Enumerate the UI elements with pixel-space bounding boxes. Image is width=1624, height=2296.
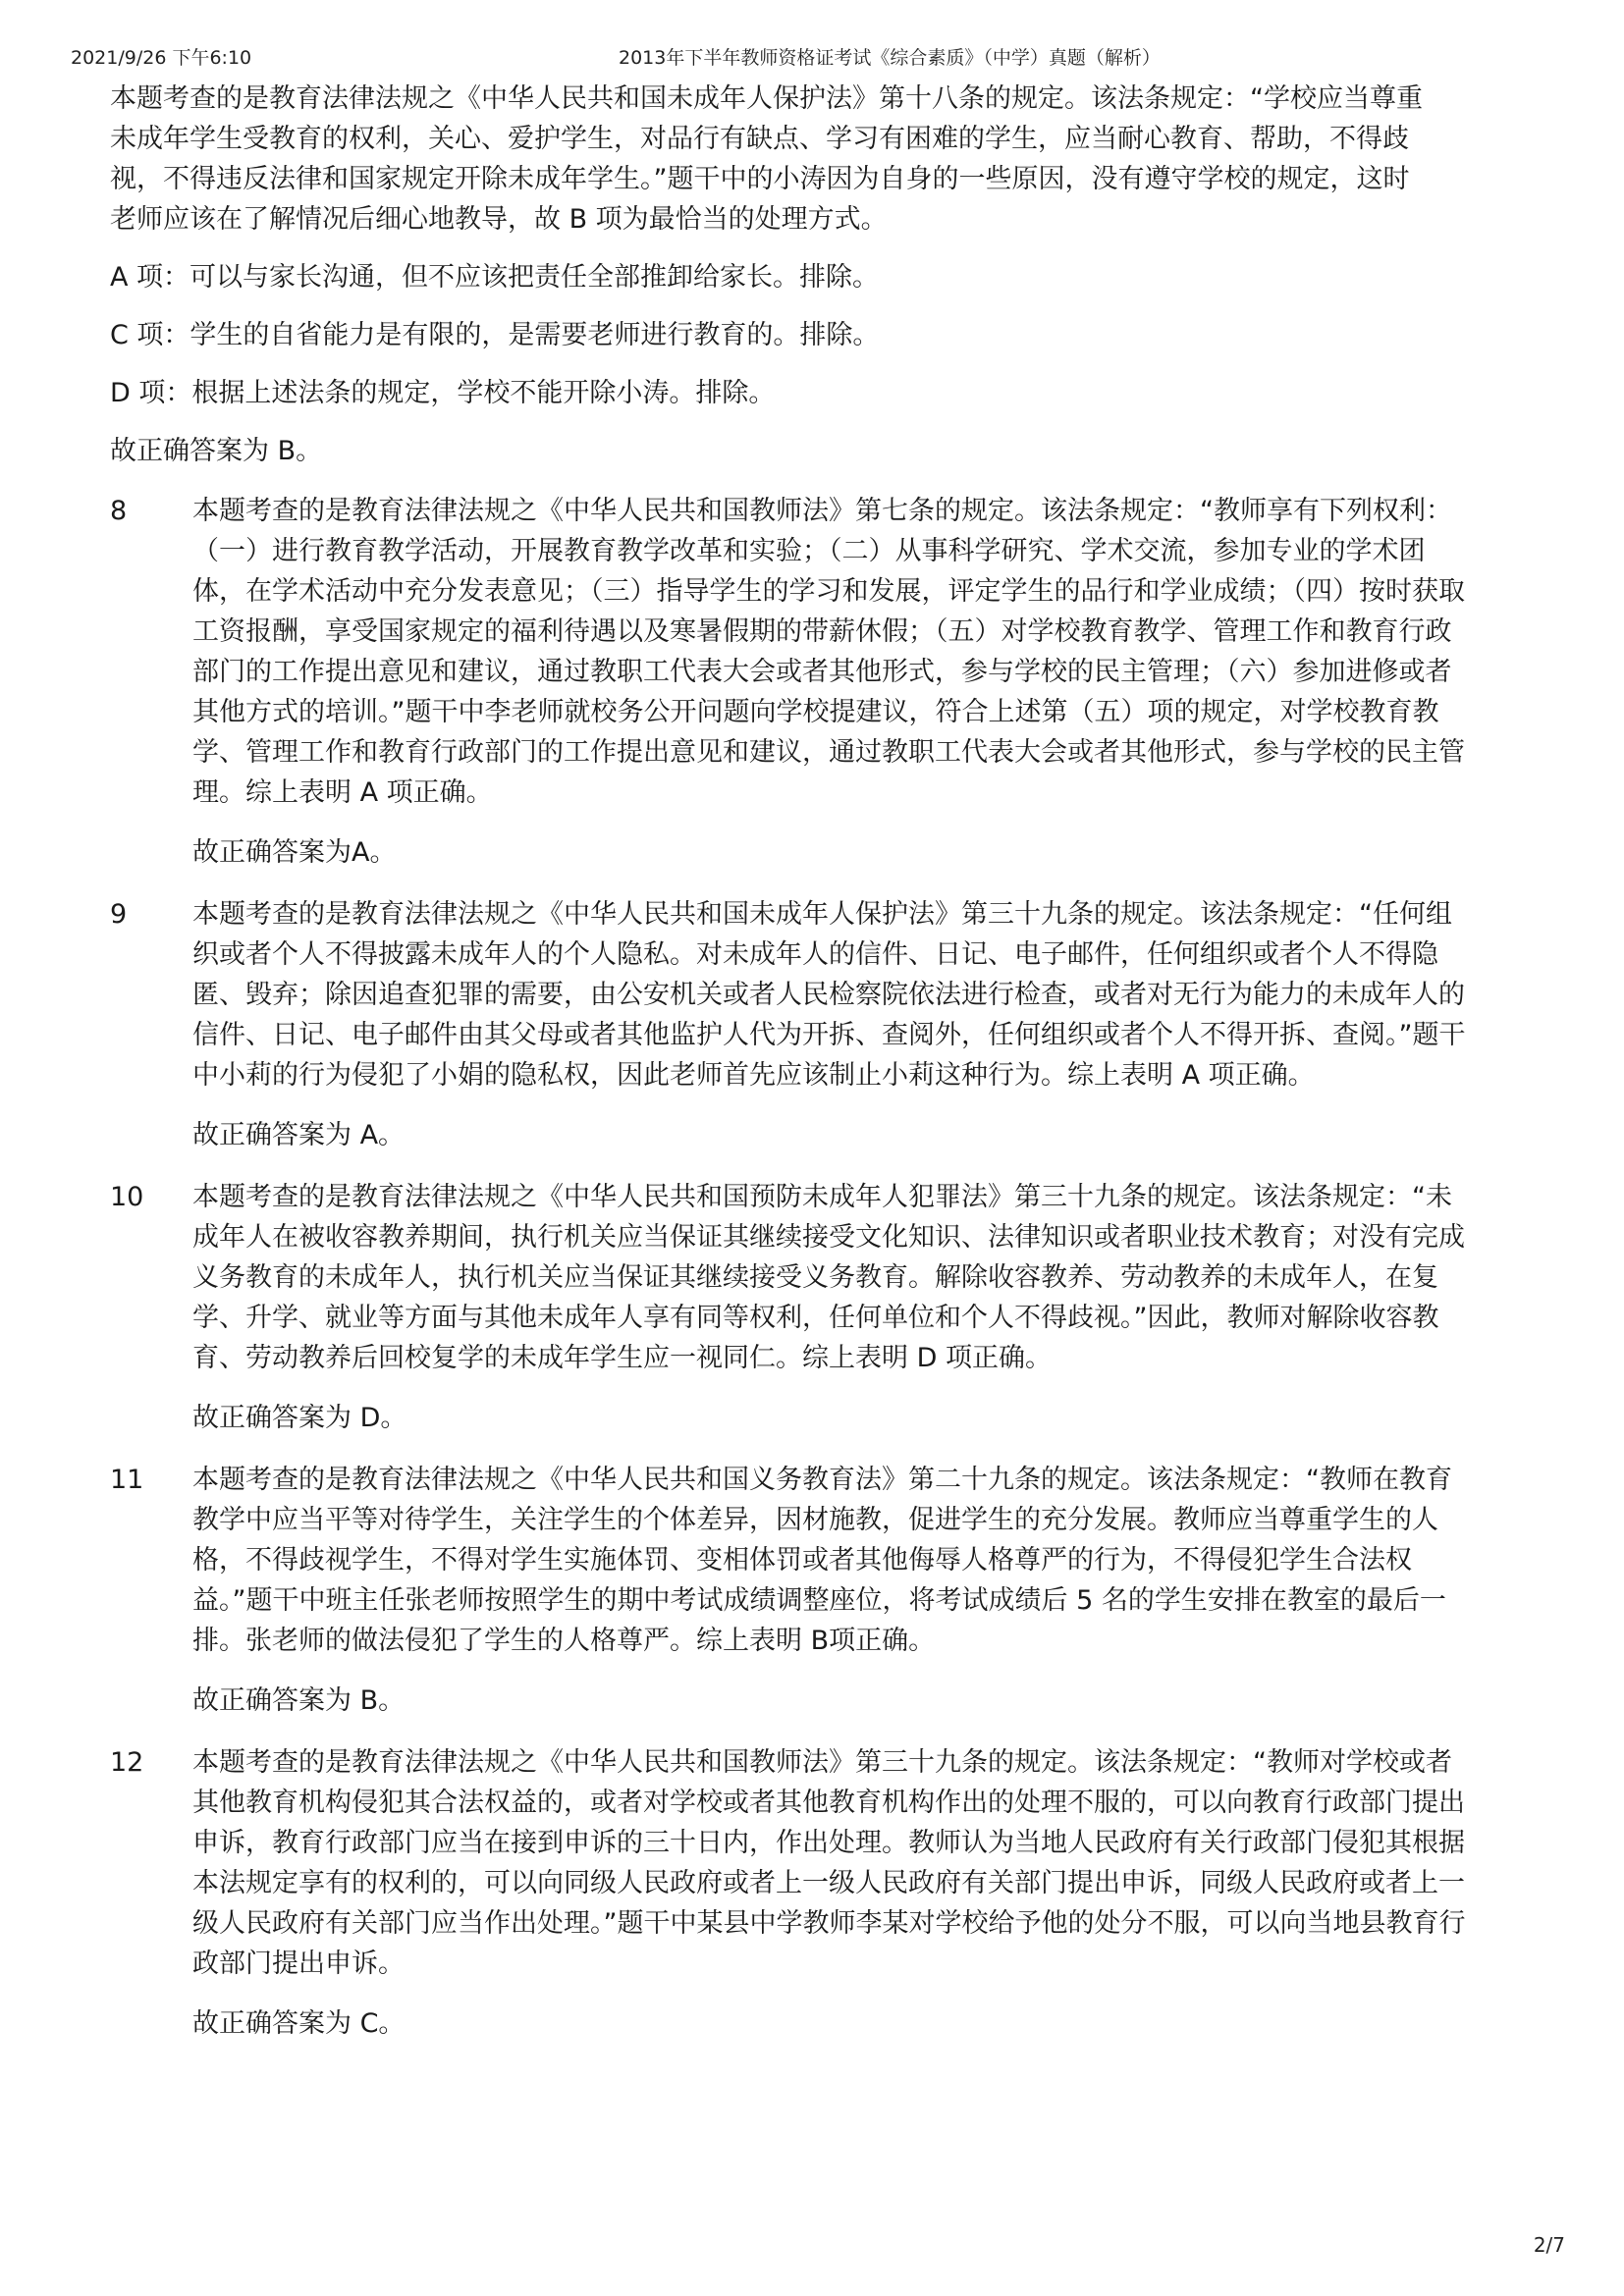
- question-explanation: 本题考查的是教育法律法规之《中华人民共和国义务教育法》第二十九条的规定。该法条规定：“教师在教育教学中应当平等对待学生，关注学生的个体差异，因材施教，促进学生的充分发展。教师应当尊重学生的人格，不得歧视学生，不得对学生实施体罚、变相体罚或者其他侮辱人格尊严的行为，不得侵犯学生合法权益。”题干中班主任张老师按照学生的期中考试成绩调整座位，将考试成绩后 5 名的学生安排在教室的最后一排。张老师的做法侵犯了学生的人格尊严。综上表明 B项正确。: [192, 1465, 1452, 1656]
- question-explanation: 本题考查的是教育法律法规之《中华人民共和国预防未成年人犯罪法》第三十九条的规定。该法条规定：“未成年人在被收容教养期间，执行机关应当保证其继续接受文化知识、法律知识或者职业技术教育；对没有完成义务教育的未成年人，执行机关应当保证其继续接受义务教育。解除收容教养、劳动教养的未成年人，在复学、升学、就业等方面与其他未成年人享有同等权利，任何单位和个人不得歧视。”因此，教师对解除收容教育、劳动教养后回校复学的未成年学生应一视同仁。综上表明 D 项正确。: [192, 1182, 1465, 1373]
- question-number: 9: [110, 899, 128, 930]
- question-number: 12: [110, 1747, 144, 1778]
- question-item-9: [110, 894, 1524, 1155]
- option-d-note: D 项：根据上述法条的规定，学校不能开除小涛。排除。: [110, 378, 776, 408]
- intro-paragraph: 本题考查的是教育法律法规之《中华人民共和国未成年人保护法》第十八条的规定。该法条规定：“学校应当尊重未成年学生受教育的权利，关心、爱护学生，对品行有缺点、学习有困难的学生，应当耐心教育、帮助，不得歧视，不得违反法律和国家规定开除未成年学生。”题干中的小涛因为自身的一些原因，没有遵守学校的规定，这时老师应该在了解情况后细心地教导，故 B 项为最恰当的处理方式。: [110, 83, 1423, 235]
- question-explanation: 本题考查的是教育法律法规之《中华人民共和国未成年人保护法》第三十九条的规定。该法条规定：“任何组织或者个人不得披露未成年人的个人隐私。对未成年人的信件、日记、电子邮件，任何组织或者个人不得隐匿、毁弃；除因追查犯罪的需要，由公安机关或者人民检察院依法进行检查，或者对无行为能力的未成年人的信件、日记、电子邮件由其父母或者其他监护人代为开拆、查阅外，任何组织或者个人不得开拆、查阅。”题干中小莉的行为侵犯了小娟的隐私权，因此老师首先应该制止小莉这种行为。综上表明 A 项正确。: [192, 899, 1466, 1091]
- intro-section: [110, 79, 1524, 471]
- question-answer: 故正确答案为A。: [192, 837, 397, 868]
- intro-answer: 故正确答案为 B。: [110, 436, 323, 466]
- page-number: 2/7: [1533, 2233, 1565, 2257]
- document-body: [110, 79, 1524, 2065]
- question-number: 8: [110, 496, 128, 526]
- question-answer: 故正确答案为 C。: [192, 2008, 406, 2039]
- option-a-note: A 项：可以与家长沟通，但不应该把责任全部推卸给家长。排除。: [110, 262, 880, 293]
- question-item-12: [110, 1742, 1524, 2044]
- question-number: 11: [110, 1465, 144, 1495]
- page-header: [0, 43, 1624, 73]
- question-answer: 故正确答案为 D。: [192, 1403, 407, 1433]
- question-answer: 故正确答案为 A。: [192, 1120, 406, 1150]
- question-item-8: [110, 491, 1524, 873]
- print-timestamp: 2021/9/26 下午6:10: [71, 47, 252, 69]
- question-item-11: [110, 1460, 1524, 1721]
- question-explanation: 本题考查的是教育法律法规之《中华人民共和国教师法》第七条的规定。该法条规定：“教师享有下列权利：（一）进行教育教学活动，开展教育教学改革和实验；（二）从事科学研究、学术交流，参加专业的学术团体，在学术活动中充分发表意见；（三）指导学生的学习和发展，评定学生的品行和学业成绩；（四）按时获取工资报酬，享受国家规定的福利待遇以及寒暑假期的带薪休假；（五）对学校教育教学、管理工作和教育行政部门的工作提出意见和建议，通过教职工代表大会或者其他形式，参与学校的民主管理；（六）参加进修或者其他方式的培训。”题干中李老师就校务公开问题向学校提建议，符合上述第（五）项的规定，对学校教育教学、管理工作和教育行政部门的工作提出意见和建议，通过教职工代表大会或者其他形式，参与学校的民主管理。综上表明 A 项正确。: [192, 496, 1465, 808]
- option-c-note: C 项：学生的自省能力是有限的，是需要老师进行教育的。排除。: [110, 320, 880, 350]
- question-answer: 故正确答案为 B。: [192, 1685, 406, 1716]
- question-explanation: 本题考查的是教育法律法规之《中华人民共和国教师法》第三十九条的规定。该法条规定：“教师对学校或者其他教育机构侵犯其合法权益的，或者对学校或者其他教育机构作出的处理不服的，可以向教育行政部门提出申诉，教育行政部门应当在接到申诉的三十日内，作出处理。教师认为当地人民政府有关行政部门侵犯其根据本法规定享有的权利的，可以向同级人民政府或者上一级人民政府有关部门提出申诉，同级人民政府或者上一级人民政府有关部门应当作出处理。”题干中某县中学教师李某对学校给予他的处分不服，可以向当地县教育行政部门提出申诉。: [192, 1747, 1466, 1979]
- document-title: 2013年下半年教师资格证考试《综合素质》（中学）真题（解析）: [619, 47, 1161, 69]
- question-number: 10: [110, 1182, 144, 1212]
- question-item-10: [110, 1177, 1524, 1438]
